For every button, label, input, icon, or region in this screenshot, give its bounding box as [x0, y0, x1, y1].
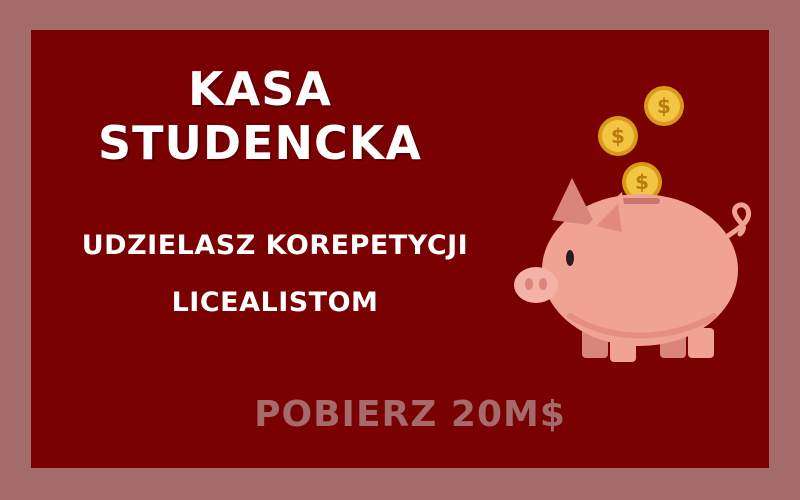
- subtitle-line-1: UDZIELASZ KOREPETYCJI: [81, 230, 469, 261]
- svg-text:$: $: [611, 124, 625, 148]
- svg-text:$: $: [657, 94, 671, 118]
- subtitle-line-2: LICEALISTOM: [171, 287, 379, 318]
- cta-text: POBIERZ 20M$: [254, 394, 566, 435]
- piggy-bank-icon: [514, 178, 749, 362]
- piggy-bank-illustration: [500, 80, 760, 370]
- dollar-coin-icon: [644, 86, 684, 126]
- title-line-2: STUDENCKA: [98, 116, 422, 170]
- svg-text:$: $: [635, 170, 649, 194]
- title-line-1: KASA: [188, 62, 332, 116]
- dollar-coin-icon: [598, 116, 638, 156]
